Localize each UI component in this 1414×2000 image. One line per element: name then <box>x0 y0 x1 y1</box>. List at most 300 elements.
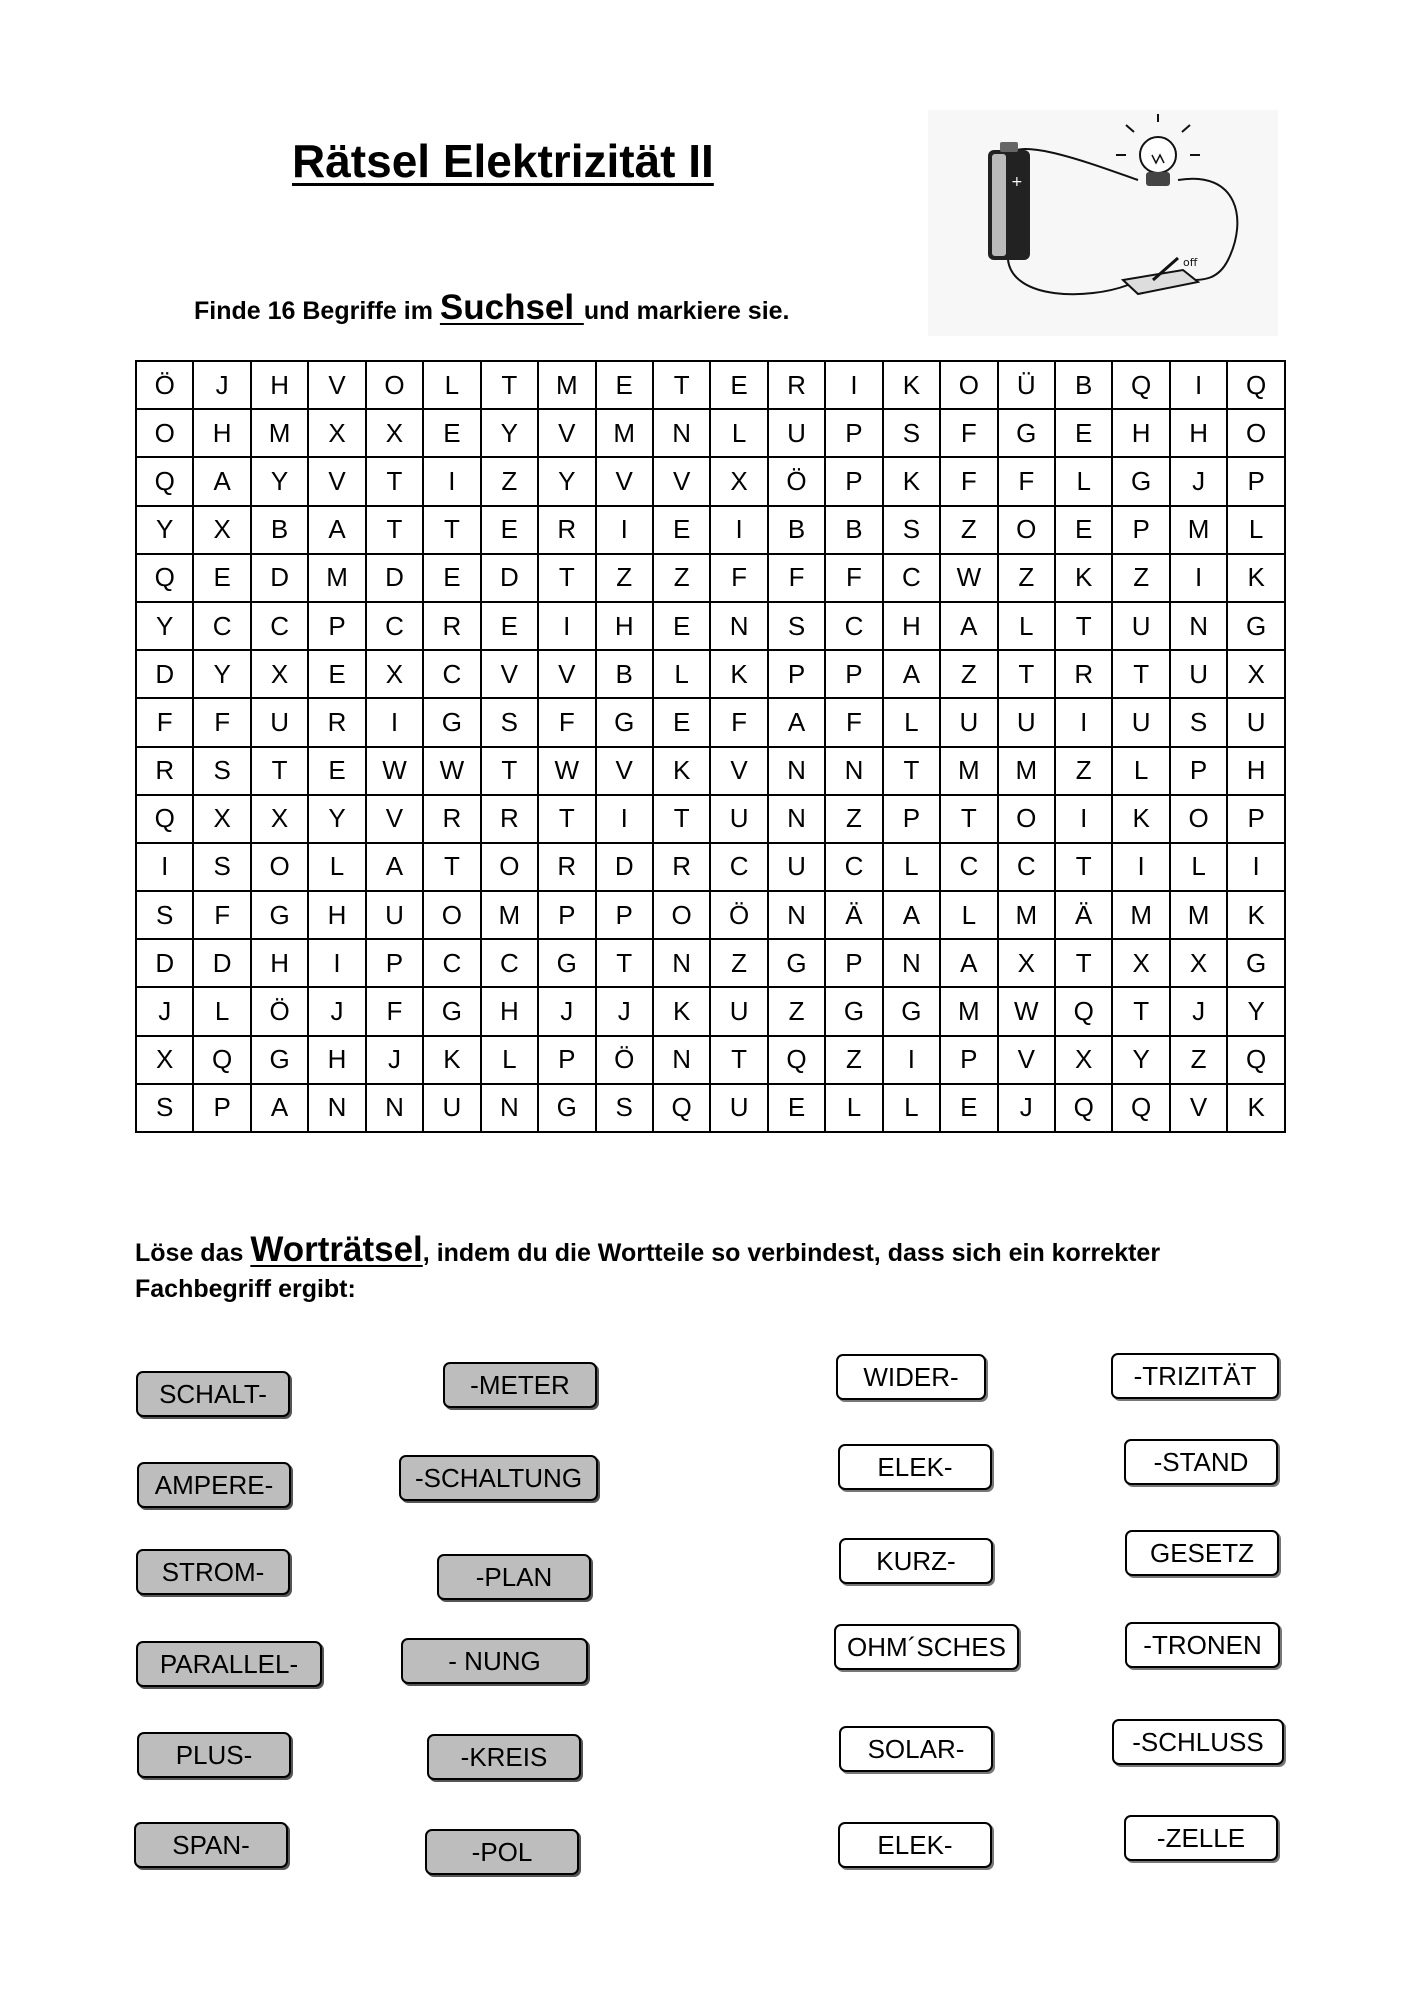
grid-cell[interactable]: D <box>596 843 653 891</box>
grid-cell[interactable]: M <box>998 747 1055 795</box>
grid-cell[interactable]: C <box>940 843 997 891</box>
grid-cell[interactable]: J <box>1170 987 1227 1035</box>
grid-cell[interactable]: Q <box>136 795 193 843</box>
grid-cell[interactable]: Y <box>193 650 250 698</box>
grid-cell[interactable]: S <box>883 506 940 554</box>
grid-cell[interactable]: N <box>768 795 825 843</box>
word-piece[interactable]: -PLAN <box>437 1554 591 1600</box>
grid-cell[interactable]: S <box>136 1084 193 1132</box>
grid-cell[interactable]: S <box>481 698 538 746</box>
grid-cell[interactable]: I <box>366 698 423 746</box>
grid-cell[interactable]: P <box>825 939 882 987</box>
word-piece[interactable]: ELEK- <box>838 1822 992 1868</box>
word-piece[interactable]: -METER <box>443 1362 597 1408</box>
grid-cell[interactable]: M <box>251 409 308 457</box>
grid-cell[interactable]: L <box>825 1084 882 1132</box>
grid-cell[interactable]: I <box>1170 554 1227 602</box>
grid-cell[interactable]: X <box>366 409 423 457</box>
grid-cell[interactable]: W <box>423 747 480 795</box>
grid-cell[interactable]: V <box>308 361 365 409</box>
grid-cell[interactable]: Ö <box>596 1036 653 1084</box>
grid-cell[interactable]: T <box>940 795 997 843</box>
grid-cell[interactable]: T <box>653 361 710 409</box>
word-piece[interactable]: -POL <box>425 1829 579 1875</box>
grid-cell[interactable]: V <box>538 650 595 698</box>
grid-cell[interactable]: Z <box>710 939 767 987</box>
grid-cell[interactable]: U <box>998 698 1055 746</box>
grid-cell[interactable]: H <box>308 1036 365 1084</box>
grid-cell[interactable]: K <box>653 747 710 795</box>
grid-cell[interactable]: T <box>1055 602 1112 650</box>
grid-cell[interactable]: H <box>193 409 250 457</box>
grid-cell[interactable]: O <box>940 361 997 409</box>
grid-cell[interactable]: P <box>940 1036 997 1084</box>
word-piece[interactable]: SOLAR- <box>839 1726 993 1772</box>
grid-cell[interactable]: H <box>308 891 365 939</box>
grid-cell[interactable]: S <box>596 1084 653 1132</box>
grid-cell[interactable]: S <box>193 843 250 891</box>
grid-cell[interactable]: I <box>710 506 767 554</box>
grid-cell[interactable]: F <box>940 457 997 505</box>
grid-cell[interactable]: I <box>1112 843 1169 891</box>
grid-cell[interactable]: C <box>883 554 940 602</box>
word-piece[interactable]: ELEK- <box>838 1444 992 1490</box>
grid-cell[interactable]: Z <box>1170 1036 1227 1084</box>
grid-cell[interactable]: G <box>538 939 595 987</box>
grid-cell[interactable]: X <box>710 457 767 505</box>
word-piece[interactable]: OHM´SCHES <box>834 1624 1019 1670</box>
grid-cell[interactable]: R <box>538 506 595 554</box>
grid-cell[interactable]: E <box>653 698 710 746</box>
grid-cell[interactable]: L <box>308 843 365 891</box>
grid-cell[interactable]: X <box>308 409 365 457</box>
word-piece[interactable]: - NUNG <box>401 1638 588 1684</box>
grid-cell[interactable]: O <box>136 409 193 457</box>
grid-cell[interactable]: O <box>1227 409 1285 457</box>
grid-cell[interactable]: W <box>998 987 1055 1035</box>
grid-cell[interactable]: Ö <box>710 891 767 939</box>
grid-cell[interactable]: X <box>193 506 250 554</box>
grid-cell[interactable]: K <box>883 457 940 505</box>
grid-cell[interactable]: S <box>136 891 193 939</box>
grid-cell[interactable]: D <box>481 554 538 602</box>
grid-cell[interactable]: G <box>768 939 825 987</box>
grid-cell[interactable]: R <box>423 795 480 843</box>
word-piece[interactable]: -SCHALTUNG <box>399 1455 598 1501</box>
grid-cell[interactable]: R <box>1055 650 1112 698</box>
grid-cell[interactable]: M <box>940 747 997 795</box>
grid-cell[interactable]: L <box>1112 747 1169 795</box>
grid-cell[interactable]: V <box>596 457 653 505</box>
grid-cell[interactable]: Q <box>193 1036 250 1084</box>
grid-cell[interactable]: X <box>193 795 250 843</box>
grid-cell[interactable]: T <box>481 747 538 795</box>
word-piece[interactable]: GESETZ <box>1125 1530 1279 1576</box>
grid-cell[interactable]: Y <box>1227 987 1285 1035</box>
grid-cell[interactable]: E <box>193 554 250 602</box>
grid-cell[interactable]: E <box>308 650 365 698</box>
grid-cell[interactable]: Z <box>768 987 825 1035</box>
grid-cell[interactable]: Y <box>136 602 193 650</box>
word-piece[interactable]: SPAN- <box>134 1822 288 1868</box>
grid-cell[interactable]: L <box>1055 457 1112 505</box>
grid-cell[interactable]: L <box>653 650 710 698</box>
grid-cell[interactable]: C <box>423 650 480 698</box>
grid-cell[interactable]: E <box>596 361 653 409</box>
grid-cell[interactable]: J <box>193 361 250 409</box>
grid-cell[interactable]: Q <box>1055 1084 1112 1132</box>
grid-cell[interactable]: G <box>423 987 480 1035</box>
grid-cell[interactable]: E <box>481 506 538 554</box>
grid-cell[interactable]: A <box>308 506 365 554</box>
grid-cell[interactable]: L <box>1170 843 1227 891</box>
grid-cell[interactable]: L <box>423 361 480 409</box>
word-piece[interactable]: PLUS- <box>137 1732 291 1778</box>
word-piece[interactable]: SCHALT- <box>136 1371 290 1417</box>
grid-cell[interactable]: Z <box>825 795 882 843</box>
grid-cell[interactable]: F <box>710 554 767 602</box>
grid-cell[interactable]: K <box>1227 891 1285 939</box>
grid-cell[interactable]: O <box>653 891 710 939</box>
grid-cell[interactable]: Q <box>136 554 193 602</box>
grid-cell[interactable]: H <box>481 987 538 1035</box>
grid-cell[interactable]: T <box>481 361 538 409</box>
grid-cell[interactable]: Ä <box>1055 891 1112 939</box>
grid-cell[interactable]: B <box>1055 361 1112 409</box>
grid-cell[interactable]: H <box>251 361 308 409</box>
grid-cell[interactable]: E <box>653 506 710 554</box>
grid-cell[interactable]: L <box>883 1084 940 1132</box>
grid-cell[interactable]: F <box>825 554 882 602</box>
grid-cell[interactable]: A <box>883 891 940 939</box>
grid-cell[interactable]: F <box>768 554 825 602</box>
grid-cell[interactable]: B <box>596 650 653 698</box>
grid-cell[interactable]: Q <box>136 457 193 505</box>
grid-cell[interactable]: Ö <box>251 987 308 1035</box>
grid-cell[interactable]: X <box>136 1036 193 1084</box>
word-piece[interactable]: -STAND <box>1124 1439 1278 1485</box>
grid-cell[interactable]: V <box>1170 1084 1227 1132</box>
word-piece[interactable]: -TRONEN <box>1125 1622 1280 1668</box>
grid-cell[interactable]: U <box>768 409 825 457</box>
grid-cell[interactable]: G <box>596 698 653 746</box>
word-piece[interactable]: -KREIS <box>427 1734 581 1780</box>
grid-cell[interactable]: E <box>940 1084 997 1132</box>
grid-cell[interactable]: G <box>883 987 940 1035</box>
grid-cell[interactable]: L <box>710 409 767 457</box>
grid-cell[interactable]: U <box>423 1084 480 1132</box>
grid-cell[interactable]: P <box>883 795 940 843</box>
grid-cell[interactable]: C <box>710 843 767 891</box>
grid-cell[interactable]: Y <box>538 457 595 505</box>
grid-cell[interactable]: J <box>998 1084 1055 1132</box>
grid-cell[interactable]: E <box>423 409 480 457</box>
grid-cell[interactable]: L <box>883 698 940 746</box>
grid-cell[interactable]: T <box>710 1036 767 1084</box>
grid-cell[interactable]: O <box>1170 795 1227 843</box>
grid-cell[interactable]: P <box>193 1084 250 1132</box>
grid-cell[interactable]: I <box>825 361 882 409</box>
grid-cell[interactable]: K <box>1227 554 1285 602</box>
grid-cell[interactable]: Y <box>1112 1036 1169 1084</box>
grid-cell[interactable]: E <box>481 602 538 650</box>
grid-cell[interactable]: I <box>596 795 653 843</box>
grid-cell[interactable]: T <box>366 506 423 554</box>
word-piece[interactable]: PARALLEL- <box>136 1641 322 1687</box>
grid-cell[interactable]: V <box>538 409 595 457</box>
grid-cell[interactable]: R <box>308 698 365 746</box>
grid-cell[interactable]: S <box>883 409 940 457</box>
grid-cell[interactable]: F <box>825 698 882 746</box>
grid-cell[interactable]: Z <box>653 554 710 602</box>
grid-cell[interactable]: I <box>1227 843 1285 891</box>
grid-cell[interactable]: A <box>193 457 250 505</box>
grid-cell[interactable]: V <box>653 457 710 505</box>
grid-cell[interactable]: E <box>710 361 767 409</box>
grid-cell[interactable]: Q <box>1227 361 1285 409</box>
grid-cell[interactable]: T <box>596 939 653 987</box>
grid-cell[interactable]: P <box>1170 747 1227 795</box>
grid-cell[interactable]: U <box>768 843 825 891</box>
grid-cell[interactable]: F <box>998 457 1055 505</box>
grid-cell[interactable]: D <box>136 650 193 698</box>
grid-cell[interactable]: G <box>1112 457 1169 505</box>
grid-cell[interactable]: X <box>1055 1036 1112 1084</box>
word-piece[interactable]: STROM- <box>136 1549 290 1595</box>
grid-cell[interactable]: X <box>366 650 423 698</box>
word-piece[interactable]: KURZ- <box>839 1538 993 1584</box>
grid-cell[interactable]: G <box>423 698 480 746</box>
grid-cell[interactable]: Z <box>596 554 653 602</box>
grid-cell[interactable]: P <box>1227 795 1285 843</box>
grid-cell[interactable]: N <box>308 1084 365 1132</box>
grid-cell[interactable]: U <box>251 698 308 746</box>
grid-cell[interactable]: Ö <box>136 361 193 409</box>
grid-cell[interactable]: C <box>251 602 308 650</box>
grid-cell[interactable]: U <box>1227 698 1285 746</box>
grid-cell[interactable]: N <box>366 1084 423 1132</box>
grid-cell[interactable]: K <box>1055 554 1112 602</box>
grid-cell[interactable]: R <box>481 795 538 843</box>
grid-cell[interactable]: I <box>1055 795 1112 843</box>
grid-cell[interactable]: Q <box>653 1084 710 1132</box>
grid-cell[interactable]: L <box>940 891 997 939</box>
grid-cell[interactable]: J <box>308 987 365 1035</box>
grid-cell[interactable]: M <box>538 361 595 409</box>
grid-cell[interactable]: H <box>1112 409 1169 457</box>
grid-cell[interactable]: O <box>366 361 423 409</box>
grid-cell[interactable]: C <box>193 602 250 650</box>
grid-cell[interactable]: Q <box>768 1036 825 1084</box>
grid-cell[interactable]: T <box>423 506 480 554</box>
grid-cell[interactable]: X <box>998 939 1055 987</box>
grid-cell[interactable]: L <box>998 602 1055 650</box>
grid-cell[interactable]: D <box>251 554 308 602</box>
grid-cell[interactable]: Ü <box>998 361 1055 409</box>
grid-cell[interactable]: V <box>710 747 767 795</box>
grid-cell[interactable]: T <box>1112 650 1169 698</box>
grid-cell[interactable]: T <box>538 795 595 843</box>
grid-cell[interactable]: M <box>940 987 997 1035</box>
grid-cell[interactable]: T <box>1055 939 1112 987</box>
grid-cell[interactable]: A <box>366 843 423 891</box>
grid-cell[interactable]: B <box>251 506 308 554</box>
grid-cell[interactable]: O <box>481 843 538 891</box>
grid-cell[interactable]: L <box>193 987 250 1035</box>
grid-cell[interactable]: N <box>825 747 882 795</box>
grid-cell[interactable]: T <box>366 457 423 505</box>
grid-cell[interactable]: E <box>423 554 480 602</box>
grid-cell[interactable]: S <box>1170 698 1227 746</box>
grid-cell[interactable]: I <box>1170 361 1227 409</box>
grid-cell[interactable]: W <box>366 747 423 795</box>
grid-cell[interactable]: A <box>940 602 997 650</box>
grid-cell[interactable]: P <box>1227 457 1285 505</box>
grid-cell[interactable]: X <box>251 795 308 843</box>
word-piece[interactable]: WIDER- <box>836 1354 986 1400</box>
grid-cell[interactable]: D <box>366 554 423 602</box>
grid-cell[interactable]: K <box>653 987 710 1035</box>
grid-cell[interactable]: K <box>710 650 767 698</box>
grid-cell[interactable]: V <box>481 650 538 698</box>
grid-cell[interactable]: G <box>1227 602 1285 650</box>
grid-cell[interactable]: Z <box>1055 747 1112 795</box>
grid-cell[interactable]: T <box>653 795 710 843</box>
grid-cell[interactable]: G <box>251 891 308 939</box>
grid-cell[interactable]: J <box>596 987 653 1035</box>
grid-cell[interactable]: X <box>1112 939 1169 987</box>
grid-cell[interactable]: C <box>825 843 882 891</box>
grid-cell[interactable]: F <box>193 698 250 746</box>
word-piece[interactable]: -SCHLUSS <box>1112 1719 1284 1765</box>
grid-cell[interactable]: F <box>538 698 595 746</box>
grid-cell[interactable]: K <box>883 361 940 409</box>
grid-cell[interactable]: Z <box>825 1036 882 1084</box>
grid-cell[interactable]: H <box>596 602 653 650</box>
grid-cell[interactable]: K <box>1112 795 1169 843</box>
grid-cell[interactable]: A <box>883 650 940 698</box>
grid-cell[interactable]: V <box>596 747 653 795</box>
grid-cell[interactable]: M <box>1112 891 1169 939</box>
grid-cell[interactable]: G <box>538 1084 595 1132</box>
grid-cell[interactable]: V <box>308 457 365 505</box>
grid-cell[interactable]: R <box>653 843 710 891</box>
grid-cell[interactable]: P <box>825 409 882 457</box>
grid-cell[interactable]: W <box>940 554 997 602</box>
grid-cell[interactable]: K <box>423 1036 480 1084</box>
grid-cell[interactable]: F <box>940 409 997 457</box>
grid-cell[interactable]: N <box>653 1036 710 1084</box>
grid-cell[interactable]: U <box>1170 650 1227 698</box>
grid-cell[interactable]: Q <box>1112 1084 1169 1132</box>
grid-cell[interactable]: T <box>1055 843 1112 891</box>
grid-cell[interactable]: F <box>710 698 767 746</box>
grid-cell[interactable]: C <box>481 939 538 987</box>
grid-cell[interactable]: X <box>251 650 308 698</box>
grid-cell[interactable]: Z <box>998 554 1055 602</box>
grid-cell[interactable]: J <box>538 987 595 1035</box>
grid-cell[interactable]: M <box>1170 891 1227 939</box>
grid-cell[interactable]: H <box>251 939 308 987</box>
grid-cell[interactable]: K <box>1227 1084 1285 1132</box>
grid-cell[interactable]: B <box>768 506 825 554</box>
grid-cell[interactable]: V <box>366 795 423 843</box>
grid-cell[interactable]: S <box>768 602 825 650</box>
grid-cell[interactable]: M <box>596 409 653 457</box>
grid-cell[interactable]: W <box>538 747 595 795</box>
grid-cell[interactable]: Z <box>940 650 997 698</box>
grid-cell[interactable]: Ö <box>768 457 825 505</box>
grid-cell[interactable]: N <box>653 939 710 987</box>
grid-cell[interactable]: X <box>1227 650 1285 698</box>
grid-cell[interactable]: U <box>710 795 767 843</box>
word-piece[interactable]: -TRIZITÄT <box>1111 1353 1279 1399</box>
grid-cell[interactable]: T <box>538 554 595 602</box>
grid-cell[interactable]: U <box>710 987 767 1035</box>
grid-cell[interactable]: L <box>481 1036 538 1084</box>
grid-cell[interactable]: B <box>825 506 882 554</box>
grid-cell[interactable]: U <box>366 891 423 939</box>
grid-cell[interactable]: T <box>1112 987 1169 1035</box>
grid-cell[interactable]: H <box>1227 747 1285 795</box>
grid-cell[interactable]: N <box>481 1084 538 1132</box>
grid-cell[interactable]: E <box>768 1084 825 1132</box>
grid-cell[interactable]: I <box>136 843 193 891</box>
grid-cell[interactable]: E <box>653 602 710 650</box>
grid-cell[interactable]: L <box>883 843 940 891</box>
grid-cell[interactable]: J <box>366 1036 423 1084</box>
grid-cell[interactable]: T <box>251 747 308 795</box>
grid-cell[interactable]: J <box>136 987 193 1035</box>
grid-cell[interactable]: Z <box>481 457 538 505</box>
grid-cell[interactable]: A <box>768 698 825 746</box>
grid-cell[interactable]: C <box>366 602 423 650</box>
grid-cell[interactable]: R <box>136 747 193 795</box>
grid-cell[interactable]: G <box>998 409 1055 457</box>
grid-cell[interactable]: N <box>1170 602 1227 650</box>
grid-cell[interactable]: N <box>653 409 710 457</box>
grid-cell[interactable]: P <box>825 650 882 698</box>
grid-cell[interactable]: E <box>1055 506 1112 554</box>
grid-cell[interactable]: T <box>423 843 480 891</box>
grid-cell[interactable]: E <box>308 747 365 795</box>
grid-cell[interactable]: C <box>423 939 480 987</box>
grid-cell[interactable]: S <box>193 747 250 795</box>
grid-cell[interactable]: F <box>136 698 193 746</box>
grid-cell[interactable]: I <box>308 939 365 987</box>
grid-cell[interactable]: P <box>825 457 882 505</box>
grid-cell[interactable]: Ä <box>825 891 882 939</box>
grid-cell[interactable]: R <box>423 602 480 650</box>
grid-cell[interactable]: M <box>481 891 538 939</box>
grid-cell[interactable]: M <box>998 891 1055 939</box>
grid-cell[interactable]: Y <box>251 457 308 505</box>
grid-cell[interactable]: M <box>1170 506 1227 554</box>
grid-cell[interactable]: I <box>423 457 480 505</box>
word-piece[interactable]: -ZELLE <box>1124 1815 1278 1861</box>
grid-cell[interactable]: J <box>1170 457 1227 505</box>
grid-cell[interactable]: N <box>768 747 825 795</box>
grid-cell[interactable]: Y <box>308 795 365 843</box>
grid-cell[interactable]: H <box>1170 409 1227 457</box>
grid-cell[interactable]: R <box>538 843 595 891</box>
grid-cell[interactable]: O <box>251 843 308 891</box>
grid-cell[interactable]: Y <box>481 409 538 457</box>
grid-cell[interactable]: H <box>883 602 940 650</box>
grid-cell[interactable]: P <box>768 650 825 698</box>
grid-cell[interactable]: D <box>136 939 193 987</box>
grid-cell[interactable]: I <box>596 506 653 554</box>
